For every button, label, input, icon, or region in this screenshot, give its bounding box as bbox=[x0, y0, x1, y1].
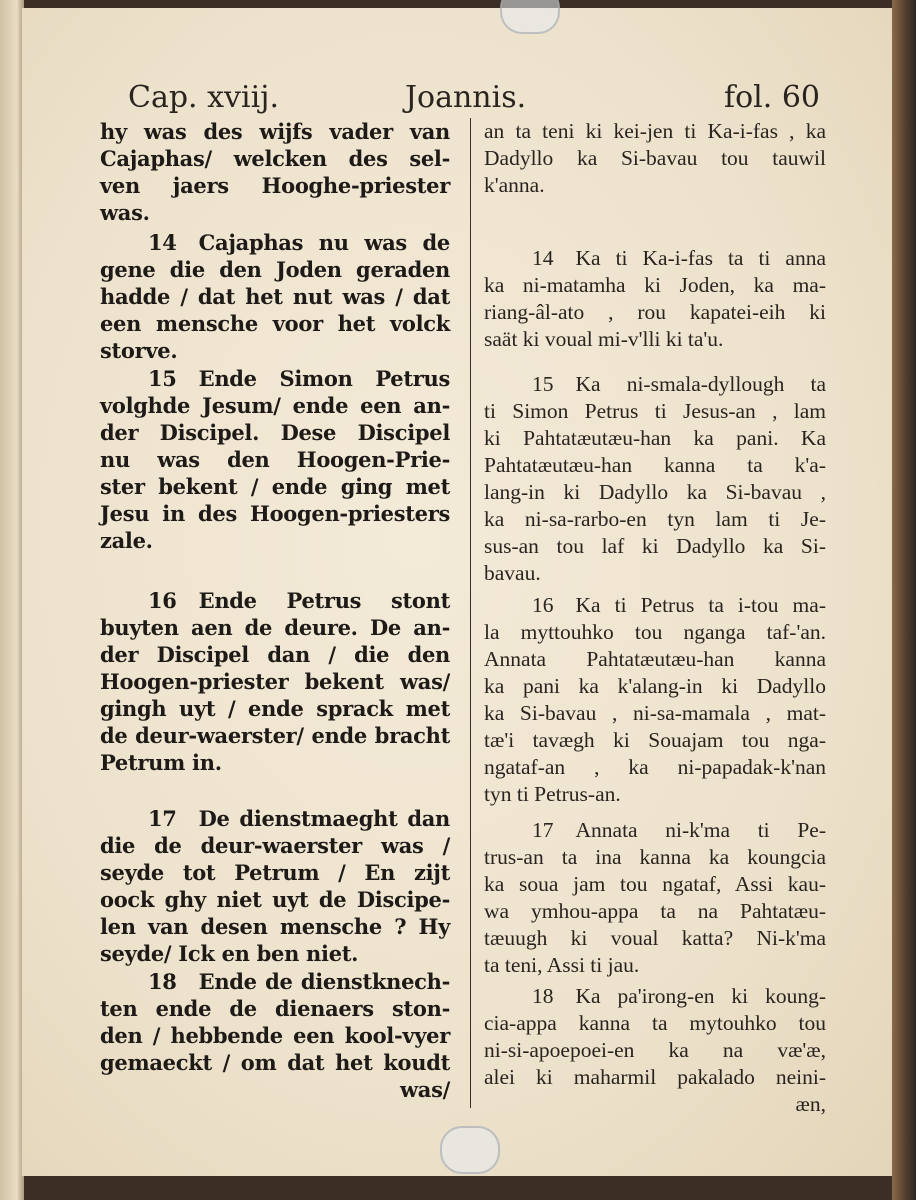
text-line bbox=[100, 940, 450, 967]
line-text: Ka ti Petrus ta i-tou ma- bbox=[575, 593, 826, 617]
line-text: hy was des wijfs vader van bbox=[100, 119, 450, 144]
text-line bbox=[484, 1091, 826, 1118]
line-text: storve. bbox=[100, 338, 178, 363]
book-title: Joannis. bbox=[405, 80, 527, 115]
text-line bbox=[484, 299, 826, 326]
line-text: Ka ti Ka-i-fas ta ti anna bbox=[575, 246, 826, 270]
text-line bbox=[100, 995, 450, 1022]
line-text: wa ymhou-appa ta na Pahtatæu- bbox=[484, 899, 826, 923]
line-text: æn, bbox=[795, 1092, 826, 1116]
text-line bbox=[100, 913, 450, 940]
text-line bbox=[100, 500, 450, 527]
text-line bbox=[484, 533, 826, 560]
verse-number: 17 bbox=[532, 818, 554, 842]
line-text: Hoogen-priester bekent was/ bbox=[100, 669, 450, 694]
line-text: Ka ni-smala-dyllough ta bbox=[575, 372, 826, 396]
folio-number: fol. 60 bbox=[724, 80, 821, 115]
text-line bbox=[100, 172, 450, 199]
dutch-verse-16 bbox=[100, 587, 450, 776]
text-line bbox=[484, 326, 826, 353]
formosan-verse-17 bbox=[484, 817, 826, 979]
formosan-verse-14 bbox=[484, 245, 826, 353]
line-text: ka soua jam tou ngataf, Assi kau- bbox=[484, 872, 826, 896]
line-text: der Discipel. Dese Discipel bbox=[100, 420, 450, 445]
line-text: gemaeckt / om dat het koudt bbox=[100, 1050, 450, 1075]
line-text: Annata Pahtatæutæu-han kanna bbox=[484, 647, 826, 671]
line-text: ten ende de dienaers ston- bbox=[100, 996, 450, 1021]
line-text: hadde / dat het nut was / dat bbox=[100, 284, 450, 309]
line-text: gingh uyt / ende sprack met bbox=[100, 696, 450, 721]
text-line bbox=[100, 1076, 450, 1103]
line-text: tyn ti Petrus-an. bbox=[484, 782, 621, 806]
line-text: ka ni-sa-rarbo-en tyn lam ti Je- bbox=[484, 507, 826, 531]
line-text: alei ki maharmil pakalado neini- bbox=[484, 1065, 826, 1089]
text-line bbox=[100, 749, 450, 776]
verse-number: 14 bbox=[532, 246, 554, 270]
text-line bbox=[484, 646, 826, 673]
text-line bbox=[484, 118, 826, 145]
text-line bbox=[100, 805, 450, 832]
line-text: ka pani ka k'alang-in ki Dadyllo bbox=[484, 674, 826, 698]
text-line bbox=[100, 337, 450, 364]
text-line bbox=[100, 145, 450, 172]
line-text: Pahtatæutæu-han kanna ta k'a- bbox=[484, 453, 826, 477]
formosan-verse-cont bbox=[484, 118, 826, 199]
verse-number: 17 bbox=[148, 806, 177, 831]
line-text: bavau. bbox=[484, 561, 541, 585]
line-text: k'anna. bbox=[484, 173, 545, 197]
text-line bbox=[484, 673, 826, 700]
text-line bbox=[100, 695, 450, 722]
line-text: tæuugh ki voual katta? Ni-k'ma bbox=[484, 926, 826, 950]
verse-number: 16 bbox=[532, 593, 554, 617]
line-text: ni-si-apoepoei-en ka na væ'æ, bbox=[484, 1038, 826, 1062]
text-line bbox=[484, 983, 826, 1010]
text-line bbox=[100, 527, 450, 554]
line-text: een mensche voor het volck bbox=[100, 311, 450, 336]
text-line bbox=[100, 614, 450, 641]
text-line bbox=[484, 506, 826, 533]
text-line bbox=[484, 619, 826, 646]
dutch-verse-14 bbox=[100, 229, 450, 364]
line-text: Annata ni-k'ma ti Pe- bbox=[575, 818, 826, 842]
line-text: Cajaphas/ welcken des sel- bbox=[100, 146, 450, 171]
text-line bbox=[100, 118, 450, 145]
line-text: Ende de dienstknech- bbox=[198, 969, 450, 994]
line-text: ti Simon Petrus ti Jesus-an , lam bbox=[484, 399, 826, 423]
line-text: tæ'i tavægh ki Souajam tou nga- bbox=[484, 728, 826, 752]
dutch-verse-18 bbox=[100, 968, 450, 1103]
text-line bbox=[484, 452, 826, 479]
text-line bbox=[100, 1049, 450, 1076]
text-line bbox=[100, 641, 450, 668]
text-line bbox=[100, 199, 450, 226]
line-text: saät ki voual mi-v'lli ki ta'u. bbox=[484, 327, 724, 351]
column-divider bbox=[470, 118, 471, 1108]
text-line bbox=[484, 1037, 826, 1064]
page-clip-top bbox=[500, 0, 560, 34]
dutch-verse-15 bbox=[100, 365, 450, 554]
line-text: Ka pa'irong-en ki koung- bbox=[575, 984, 826, 1008]
line-text: De dienstmaeght dan bbox=[198, 806, 450, 831]
text-line bbox=[100, 310, 450, 337]
text-line bbox=[484, 245, 826, 272]
text-line bbox=[484, 817, 826, 844]
verse-number: 15 bbox=[532, 372, 554, 396]
line-text: ka ni-matamha ki Joden, ka ma- bbox=[484, 273, 826, 297]
verse-number: 15 bbox=[148, 366, 177, 391]
text-line bbox=[484, 145, 826, 172]
text-line bbox=[484, 781, 826, 808]
line-text: was. bbox=[100, 200, 150, 225]
text-line bbox=[484, 398, 826, 425]
verse-number: 18 bbox=[148, 969, 177, 994]
dutch-verse-cont bbox=[100, 118, 450, 226]
line-text: ki Pahtatæutæu-han ka pani. Ka bbox=[484, 426, 826, 450]
text-line bbox=[100, 446, 450, 473]
text-line bbox=[484, 1010, 826, 1037]
line-text: Cajaphas nu was de bbox=[198, 230, 450, 255]
line-text: sus-an tou laf ki Dadyllo ka Si- bbox=[484, 534, 826, 558]
text-line bbox=[484, 172, 826, 199]
text-line bbox=[484, 925, 826, 952]
line-text: Petrum in. bbox=[100, 750, 222, 775]
line-text: der Discipel dan / die den bbox=[100, 642, 450, 667]
line-text: cia-appa kanna ta mytouhko tou bbox=[484, 1011, 826, 1035]
line-text: was/ bbox=[400, 1077, 450, 1102]
text-line bbox=[100, 722, 450, 749]
verse-number: 16 bbox=[148, 588, 177, 613]
line-text: ven jaers Hooghe-priester bbox=[100, 173, 450, 198]
line-text: len van desen mensche ? Hy bbox=[100, 914, 450, 939]
text-line bbox=[100, 419, 450, 446]
text-line bbox=[100, 832, 450, 859]
line-text: den / hebbende een kool-vyer bbox=[100, 1023, 450, 1048]
text-line bbox=[100, 587, 450, 614]
line-text: buyten aen de deure. De an- bbox=[100, 615, 450, 640]
verse-number: 14 bbox=[148, 230, 177, 255]
text-line bbox=[100, 1022, 450, 1049]
line-text: seyde/ Ick en ben niet. bbox=[100, 941, 359, 966]
text-line bbox=[484, 700, 826, 727]
text-line bbox=[484, 592, 826, 619]
line-text: die de deur-waerster was / bbox=[100, 833, 450, 858]
text-line bbox=[484, 727, 826, 754]
text-line bbox=[484, 952, 826, 979]
formosan-verse-18 bbox=[484, 983, 826, 1118]
text-line bbox=[100, 283, 450, 310]
line-text: trus-an ta ina kanna ka koungcia bbox=[484, 845, 826, 869]
previous-page-edge bbox=[0, 0, 24, 1200]
line-text: seyde tot Petrum / En zijt bbox=[100, 860, 450, 885]
book-spine-edge bbox=[892, 0, 916, 1200]
formosan-verse-15 bbox=[484, 371, 826, 587]
verse-number: 18 bbox=[532, 984, 554, 1008]
text-line bbox=[484, 844, 826, 871]
text-line bbox=[484, 754, 826, 781]
text-line bbox=[100, 365, 450, 392]
line-text: Dadyllo ka Si-bavau tou tauwil bbox=[484, 146, 826, 170]
line-text: la myttouhko tou nganga taf-'an. bbox=[484, 620, 826, 644]
text-line bbox=[484, 371, 826, 398]
text-line bbox=[484, 479, 826, 506]
line-text: gene die den Joden geraden bbox=[100, 257, 450, 282]
line-text: ngataf-an , ka ni-papadak-k'nan bbox=[484, 755, 826, 779]
text-line bbox=[484, 1064, 826, 1091]
page-clip-bottom bbox=[440, 1126, 500, 1174]
line-text: volghde Jesum/ ende een an- bbox=[100, 393, 450, 418]
line-text: Ende Petrus stont bbox=[198, 588, 450, 613]
text-line bbox=[484, 272, 826, 299]
text-line bbox=[100, 229, 450, 256]
text-line bbox=[100, 886, 450, 913]
chapter-heading: Cap. xviij. bbox=[128, 80, 280, 115]
line-text: ka Si-bavau , ni-sa-mamala , mat- bbox=[484, 701, 826, 725]
text-line bbox=[100, 256, 450, 283]
text-line bbox=[484, 560, 826, 587]
line-text: lang-in ki Dadyllo ka Si-bavau , bbox=[484, 480, 826, 504]
text-line bbox=[484, 425, 826, 452]
line-text: Ende Simon Petrus bbox=[198, 366, 450, 391]
line-text: riang-âl-ato , rou kapatei-eih ki bbox=[484, 300, 826, 324]
line-text: oock ghy niet uyt de Discipe- bbox=[100, 887, 450, 912]
text-line bbox=[100, 968, 450, 995]
line-text: ster bekent / ende ging met bbox=[100, 474, 450, 499]
text-line bbox=[100, 473, 450, 500]
text-line bbox=[100, 859, 450, 886]
line-text: zale. bbox=[100, 528, 153, 553]
line-text: an ta teni ki kei-jen ti Ka-i-fas , ka bbox=[484, 119, 826, 143]
text-line bbox=[100, 392, 450, 419]
line-text: Jesu in des Hoogen-priesters bbox=[100, 501, 450, 526]
line-text: ta teni, Assi ti jau. bbox=[484, 953, 640, 977]
text-line bbox=[484, 871, 826, 898]
text-line bbox=[484, 898, 826, 925]
text-line bbox=[100, 668, 450, 695]
dutch-verse-17 bbox=[100, 805, 450, 967]
line-text: nu was den Hoogen-Prie- bbox=[100, 447, 450, 472]
formosan-verse-16 bbox=[484, 592, 826, 808]
line-text: de deur-waerster/ ende bracht bbox=[100, 723, 450, 748]
